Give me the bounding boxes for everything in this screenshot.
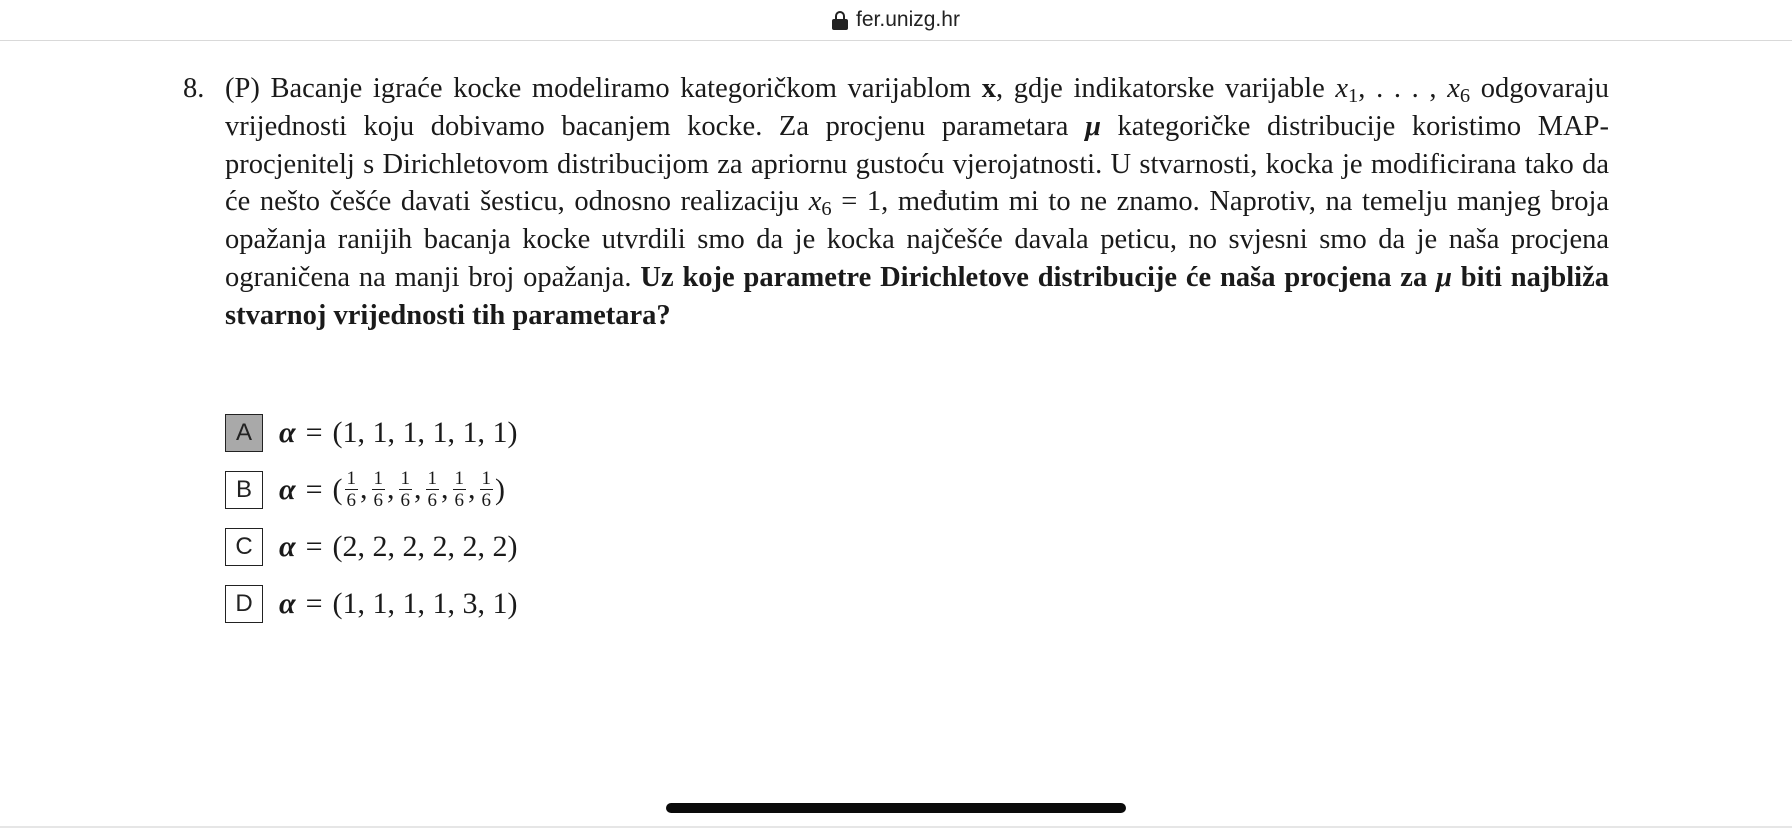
url-text: fer.unizg.hr: [856, 8, 960, 31]
fraction: $\frac{1}{6}$: [373, 468, 384, 511]
fraction: $\frac{1}{6}$: [454, 468, 465, 511]
option-expression: α = ( $\frac{1}{6}$ , $\frac{1}{6}$ , $\frac{1}{6}$ , $\frac{1}{6}$ , $\frac{1}{6}$ , $\frac{1}{6}$ ): [279, 468, 506, 511]
url-display[interactable]: [832, 8, 960, 32]
home-indicator[interactable]: [666, 803, 1126, 813]
option-d[interactable]: [225, 575, 518, 632]
answer-options: [225, 404, 518, 632]
option-letter-box[interactable]: C: [225, 528, 263, 566]
question-text: [225, 70, 1609, 335]
option-expression: α = (1, 1, 1, 1, 1, 1): [279, 415, 518, 449]
option-a[interactable]: [225, 404, 518, 461]
text-segment: kategoričke distribucije koristimo MAP-procjenitelj s Dirichletovom distribucijom za apriornu gustoću vjerojatnosti. U stvarnosti, kocka je modificirana tako da će nešto češće davati šesticu, odnosno realizaciju: [225, 110, 1609, 218]
option-c[interactable]: [225, 518, 518, 575]
text-segment: odgovaraju vrijednosti koju dobivamo bacanjem kocke. Za procjenu parametara: [225, 73, 1609, 142]
fraction: $\frac{1}{6}$: [427, 468, 438, 511]
lock-icon: [832, 10, 848, 30]
option-letter-box[interactable]: B: [225, 471, 263, 509]
cut-off-previous-content: [220, 36, 480, 42]
option-expression: α = (2, 2, 2, 2, 2, 2): [279, 529, 518, 563]
variable-x6-realization: $x_6$: [808, 186, 832, 221]
text-segment: , gdje indikatorske varijable: [995, 73, 1336, 104]
fraction-tuple: ( $\frac{1}{6}$ , $\frac{1}{6}$ , $\frac{1}{6}$ , $\frac{1}{6}$ , $\frac{1}{6}$ , $\frac{1}{6}$ ): [332, 468, 506, 511]
text-segment: , međutim mi to ne znamo. Naprotiv, na temelju manjeg broja opažanja ranijih bacanja kocke utvrdili smo da je kocka najčešće davala peticu, no svjesni smo da je naša procjena ograničena na manji broj opažanja.: [225, 186, 1610, 293]
vector-x: x: [981, 73, 996, 104]
option-b[interactable]: [225, 461, 518, 518]
equals-one: = 1: [831, 186, 882, 218]
text-segment: Bacanje igraće kocke modeliramo kategoričkom varijablom: [270, 73, 982, 104]
ellipsis: , . . . ,: [1358, 73, 1448, 104]
question-tag: (P): [225, 73, 260, 104]
address-bar[interactable]: [0, 0, 1792, 41]
variable-x1: $x_1$: [1335, 73, 1359, 108]
mu-symbol: μ: [1436, 261, 1452, 293]
fraction: $\frac{1}{6}$: [346, 468, 357, 511]
mu-symbol: μ: [1085, 110, 1101, 142]
bold-question: Uz koje parametre Dirichletove distribucije će naša procjena za μ biti najbliža stvarnoj vrijednosti tih parametara?: [225, 261, 1609, 331]
fraction: $\frac{1}{6}$: [400, 468, 411, 511]
option-expression: α = (1, 1, 1, 1, 3, 1): [279, 586, 518, 620]
option-letter-box[interactable]: D: [225, 585, 263, 623]
variable-x6: $x_6$: [1447, 73, 1471, 108]
fraction: $\frac{1}{6}$: [481, 468, 492, 511]
option-letter-box[interactable]: A: [225, 414, 263, 452]
question-number: 8.: [183, 73, 205, 104]
